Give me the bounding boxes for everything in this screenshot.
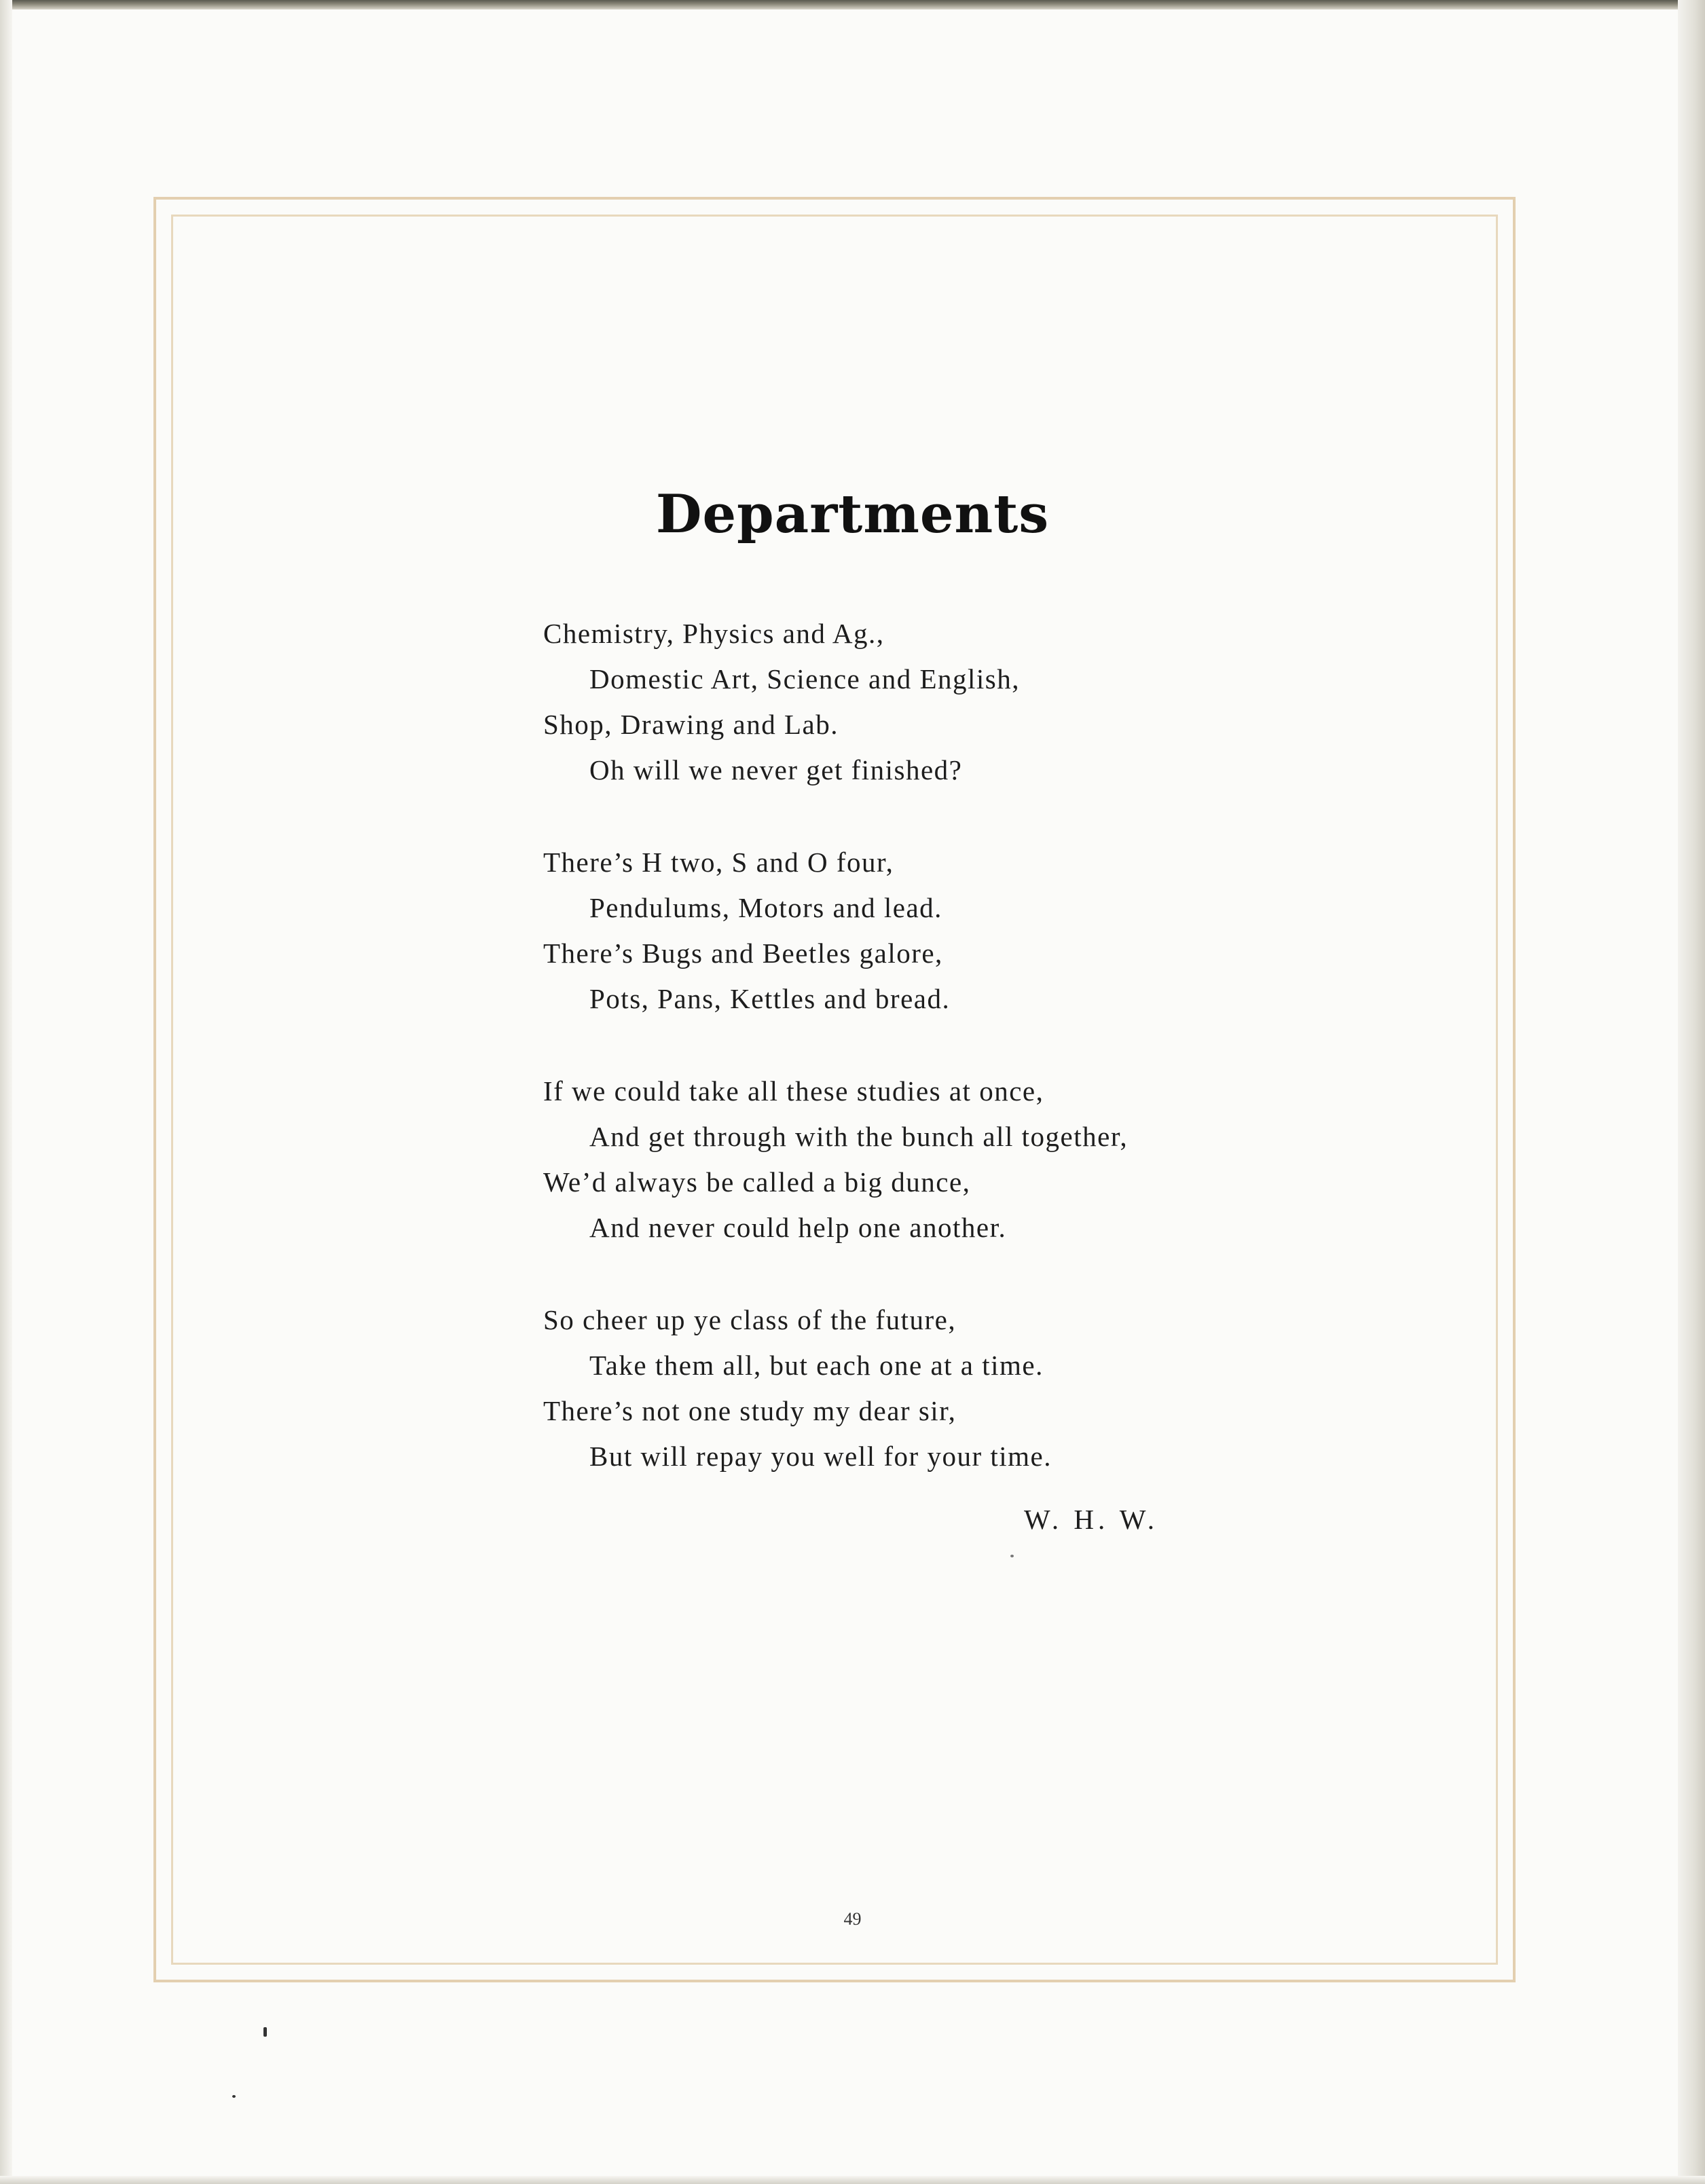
poem-line: And never could help one another. bbox=[589, 1212, 1007, 1243]
stanza-1 bbox=[543, 611, 1290, 793]
stanza-3 bbox=[543, 1069, 1290, 1251]
poem-line: If we could take all these studies at once, bbox=[543, 1075, 1044, 1107]
scan-speck bbox=[1010, 1555, 1014, 1557]
poem-line: Domestic Art, Science and English, bbox=[589, 663, 1020, 695]
scan-speck bbox=[263, 2027, 267, 2037]
poem-line: Take them all, but each one at a time. bbox=[589, 1350, 1044, 1381]
page-stack-edge bbox=[1678, 0, 1705, 2184]
page-number: 49 bbox=[843, 1909, 862, 1929]
poem-line: There’s H two, S and O four, bbox=[543, 847, 894, 878]
stanza-2 bbox=[543, 840, 1290, 1022]
poem-line: There’s Bugs and Beetles galore, bbox=[543, 938, 943, 969]
stanza-4 bbox=[543, 1297, 1290, 1479]
scan-speck bbox=[232, 2095, 236, 2098]
poem-line: So cheer up ye class of the future, bbox=[543, 1304, 957, 1335]
poem-line: Oh will we never get finished? bbox=[589, 754, 963, 785]
poem-line: We’d always be called a big dunce, bbox=[543, 1166, 971, 1198]
page-title: Departments bbox=[655, 483, 1050, 545]
poem-line: And get through with the bunch all together, bbox=[589, 1121, 1129, 1152]
bottom-page-edge bbox=[0, 2176, 1705, 2184]
left-page-edge bbox=[0, 0, 12, 2184]
binding-edge bbox=[0, 0, 1705, 10]
poem-line: There’s not one study my dear sir, bbox=[543, 1395, 957, 1426]
poem-line: But will repay you well for your time. bbox=[589, 1441, 1052, 1472]
poem-line: Shop, Drawing and Lab. bbox=[543, 709, 839, 740]
author-signature: W. H. W. bbox=[1024, 1504, 1158, 1535]
poem bbox=[543, 611, 1290, 1526]
poem-line: Chemistry, Physics and Ag., bbox=[543, 618, 885, 649]
poem-line: Pendulums, Motors and lead. bbox=[589, 892, 942, 923]
poem-line: Pots, Pans, Kettles and bread. bbox=[589, 983, 951, 1014]
